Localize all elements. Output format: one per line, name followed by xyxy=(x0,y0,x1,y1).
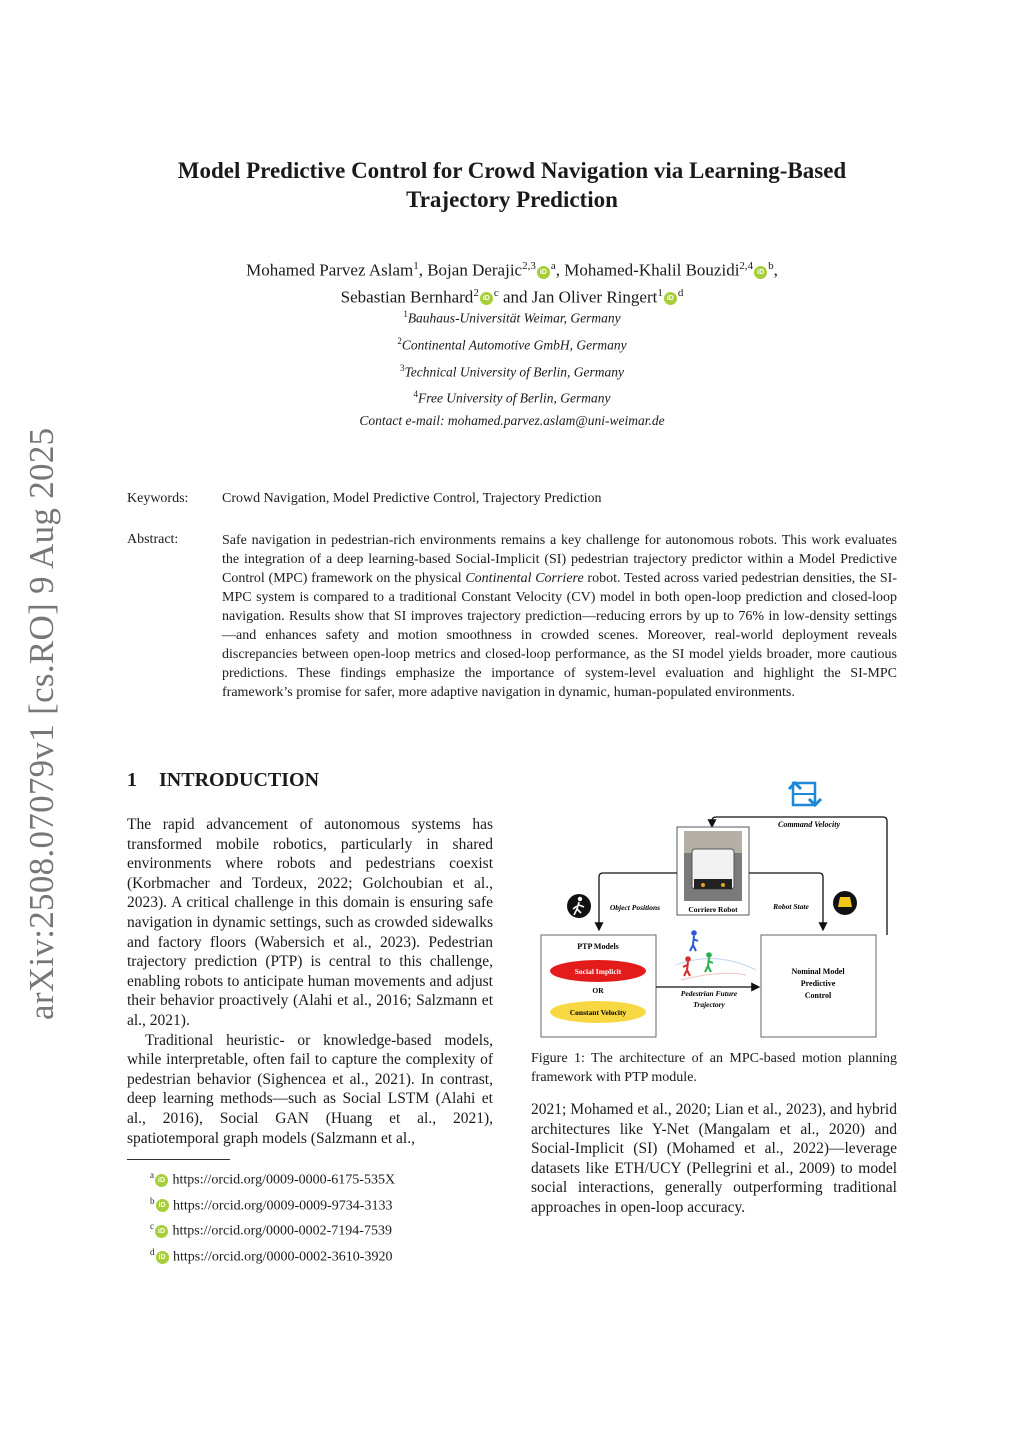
abstract-text: Safe navigation in pedestrian-rich environments remains a key challenge for autonomous robots. This work evaluates the integration of a deep learning-based Social-Implicit (SI) pedestrian trajectory predictor within a Model Predictive Control (MPC) framework on the physical Continental Corriere robot. Tested across varied pedestrian densities, the SI-MPC system is compared to a traditional Constant Velocity (CV) model in both open-loop prediction and closed-loop navigation. Results show that SI improves trajectory prediction—reducing errors by up to 76% in low-density settings—and enhances safety and motion smoothness in crowded scenes. Moreover, real-world deployment reveals discrepancies between open-loop metrics and closed-loop performance, as the SI model yields broader, more cautious predictions. These findings emphasize the importance of system-level evaluation and highlight the SI-MPC framework’s promise for safer, more adaptive navigation in dynamic, human-populated environments. xyxy=(222,533,898,700)
author-affil-sup: 1 xyxy=(413,260,419,272)
orcid-icon[interactable]: iD xyxy=(664,292,677,305)
orcid-mark: b xyxy=(768,260,774,272)
footnotes xyxy=(150,1165,395,1268)
paper-title xyxy=(0,156,1024,214)
author-name: Sebastian Bernhard xyxy=(340,287,474,307)
author-affil-sup: 1 xyxy=(657,286,663,299)
author-name: Mohamed-Khalil Bouzidi xyxy=(564,260,740,280)
nominal-mpc-label-3: Control xyxy=(804,991,832,1000)
affiliation-1: $^1$Bauhaus-Universität Weimar, Germany xyxy=(403,309,621,326)
keywords-text: Crowd Navigation, Model Predictive Control, Trajectory Prediction xyxy=(222,491,602,506)
orcid-icon: iD xyxy=(156,1199,169,1212)
section-number: 1 xyxy=(127,769,137,791)
architecture-figure xyxy=(531,775,901,1045)
left-column xyxy=(127,815,493,1148)
orcid-icon[interactable]: iD xyxy=(480,292,493,305)
orcid-mark: a xyxy=(550,260,556,272)
abstract-label: Abstract: xyxy=(127,532,179,547)
ptp-models-label: PTP Models xyxy=(577,942,619,951)
author-list: Mohamed Parvez Aslam$^1$, Bojan $Derajic^{2,3}iD^a$, Mohamed-Khalil $Bouzidi^{2,4}iD^b$, Sebastian $Bernhard^2iD^c$ and Jan Oliver $Ringert^1iD^d$ xyxy=(246,260,778,307)
command-velocity-icon xyxy=(789,783,821,805)
footnote-rule xyxy=(127,1159,230,1160)
robot-state-label: Robot State xyxy=(773,902,809,911)
author-and: and xyxy=(502,287,528,307)
orcid-icon: iD xyxy=(155,1174,168,1187)
orcid-link[interactable]: https://orcid.org/0000-0002-7194-7539 xyxy=(172,1223,392,1239)
footnote: $^d$iD https://orcid.org/0000-0002-3610-3920 xyxy=(150,1246,393,1265)
footnote: $^c$iD https://orcid.org/0000-0002-7194-7539 xyxy=(150,1221,392,1239)
robot-photo xyxy=(684,831,742,901)
title-line-2: Trajectory Prediction xyxy=(406,187,618,212)
orcid-link[interactable]: https://orcid.org/0009-0000-6175-535X xyxy=(172,1172,396,1188)
constant-velocity-label: Constant Velocity xyxy=(569,1008,627,1017)
contact-email: Contact e-mail: mohamed.parvez.aslam@uni-weimar.de xyxy=(359,413,665,429)
command-velocity-label: Command Velocity xyxy=(778,820,840,829)
intro-paragraph-1: The rapid advancement of autonomous systems has transformed mobile robotics, particularly in shared environments where robots and pedestrians coexist (Korbmacher and Tordeux, 2022; Golchoubian et al., 2023). A critical challenge in this domain is ensuring safe navigation in dynamic settings, such as crowded sidewalks and factory floors (Wabersich et al., 2023). Pedestrian trajectory prediction (PTP) is central to this challenge, enabling robots to anticipate human movements and adjust their behavior proactively (Alahi et al., 2016; Salzmann et al., 2021). xyxy=(127,816,493,1029)
object-positions-arrow xyxy=(599,873,677,930)
author-affil-sup: 2,3 xyxy=(522,260,536,272)
nominal-mpc-label-1: Nominal Model xyxy=(791,967,845,976)
orcid-icon: iD xyxy=(156,1251,169,1264)
orcid-icon[interactable]: iD xyxy=(754,266,767,279)
orcid-icon[interactable]: iD xyxy=(537,266,550,279)
or-label: OR xyxy=(592,986,604,995)
intro-paragraph-2: Traditional heuristic- or knowledge-based models, while interpretable, often fail to capture the complexity of pedestrian behavior (Sighencea et al., 2021). In contrast, deep learning methods—such as Social LSTM (Alahi et al., 2016), Social GAN (Huang et al., 2021), spatiotemporal graph models (Salzmann et al., xyxy=(127,1031,493,1147)
author-affil-sup: 2 xyxy=(473,286,479,299)
orcid-link[interactable]: https://orcid.org/0009-0009-9734-3133 xyxy=(173,1198,393,1214)
arxiv-stamp: arXiv:2508.07079v1 [cs.RO] 9 Aug 2025 xyxy=(22,427,61,1020)
author-name: Jan Oliver Ringert xyxy=(531,287,658,307)
object-positions-label: Object Positions xyxy=(609,903,661,912)
affiliation-2: $^2$Continental Automotive GmbH, Germany xyxy=(397,335,627,353)
intro-paragraph-2-continued: 2021; Mohamed et al., 2020; Lian et al., 2023), and hybrid architectures like Y-Net (Mangalam et al., 2020) and Social-Implicit (SI) (Mohamed et al., 2022)—leverage datasets like ETH/UCY (Pellegrini et al., 2009) to model social interactions, generally outperforming traditional approaches in open-loop accuracy. xyxy=(531,1101,897,1216)
author-name: Bojan Derajic xyxy=(427,260,523,280)
orcid-icon: iD xyxy=(155,1225,168,1238)
keywords-label: Keywords: xyxy=(127,491,189,506)
pedestrian-future-label-1: Pedestrian Future xyxy=(680,989,738,998)
footnote: $^a$iD https://orcid.org/0009-0000-6175-535X xyxy=(150,1170,396,1188)
right-column xyxy=(531,1100,897,1218)
pedestrians-scene-icon xyxy=(676,930,756,980)
affiliations xyxy=(0,303,1024,432)
social-implicit-label: Social Implicit xyxy=(574,967,622,976)
author-affil-sup: 2,4 xyxy=(739,260,754,272)
corriere-robot-label: Corriere Robot xyxy=(688,905,738,914)
orcid-mark: c xyxy=(493,286,499,299)
figure-caption: Figure 1: The architecture of an MPC-based motion planning framework with PTP module. xyxy=(531,1051,897,1085)
section-heading xyxy=(127,769,319,792)
orcid-mark: d xyxy=(677,286,684,299)
robot-state-icon xyxy=(833,891,857,915)
section-title: INTRODUCTION xyxy=(159,769,320,791)
footnote: $^b$iD https://orcid.org/0009-0009-9734-3133 xyxy=(150,1195,393,1214)
pedestrian-icon xyxy=(567,894,591,918)
author-name: Mohamed Parvez Aslam xyxy=(246,260,414,280)
title-line-1: Model Predictive Control for Crowd Navigation via Learning-Based xyxy=(177,158,847,183)
affiliation-4: $^4$Free University of Berlin, Germany xyxy=(413,389,611,406)
affiliation-3: $^3$Technical University of Berlin, Germany xyxy=(399,362,625,380)
orcid-link[interactable]: https://orcid.org/0000-0002-3610-3920 xyxy=(173,1249,393,1265)
nominal-mpc-label-2: Predictive xyxy=(800,979,836,988)
pedestrian-future-label-2: Trajectory xyxy=(693,1000,725,1009)
